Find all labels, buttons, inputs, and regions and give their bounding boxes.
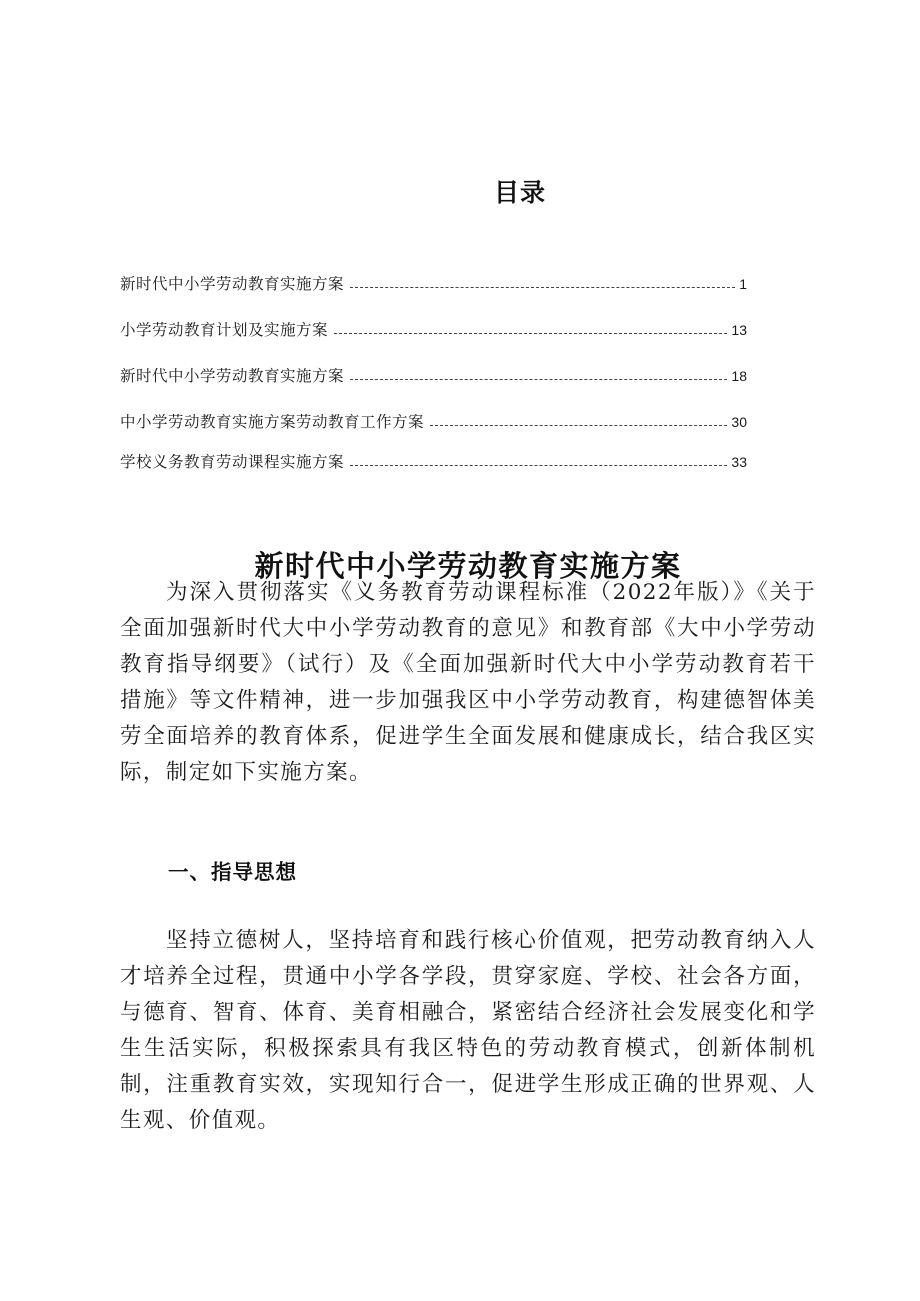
toc-entry-title: 学校义务教育劳动课程实施方案	[120, 453, 345, 471]
toc-leader	[350, 286, 735, 288]
toc-entry-page: 18	[731, 368, 747, 384]
toc-leader	[350, 378, 727, 380]
guiding-ideology-paragraph: 坚持立德树人，坚持培育和践行核心价值观，把劳动教育纳入人才培养全过程，贯通中小学各学段，贯穿家庭、学校、社会各方面，与德育、智育、体育、美育相融合，紧密结合经济社会发展变化和学生生活实际，积极探索具有我区特色的劳动教育模式，创新体制机制，注重教育实效，实现知行合一，促进学生形成正确的世界观、人生观、价值观。	[120, 928, 816, 1133]
toc-entry-title: 新时代中小学劳动教育实施方案	[120, 367, 345, 385]
toc-entry[interactable]	[120, 386, 747, 432]
table-of-contents	[120, 248, 747, 472]
toc-entry[interactable]	[120, 294, 747, 340]
document-title: 新时代中小学劳动教育实施方案	[254, 549, 682, 584]
toc-entry-page: 33	[731, 454, 747, 470]
toc-entry[interactable]	[120, 248, 747, 294]
toc-entry-page: 30	[731, 414, 747, 430]
toc-title: 目录	[493, 177, 546, 207]
toc-entry-title: 中小学劳动教育实施方案劳动教育工作方案	[120, 413, 425, 431]
toc-leader	[350, 464, 727, 466]
intro-paragraph: 为深入贯彻落实《义务教育劳动课程标准（2022年版）》《关于全面加强新时代大中小学劳动教育的意见》和教育部《大中小学劳动教育指导纲要》（试行）及《全面加强新时代大中小学劳动教育若干措施》等文件精神，进一步加强我区中小学劳动教育，构建德智体美劳全面培养的教育体系，促进学生全面发展和健康成长，结合我区实际，制定如下实施方案。	[120, 580, 816, 785]
toc-leader	[334, 332, 727, 334]
toc-entry-page: 1	[739, 276, 747, 292]
toc-entry-page: 13	[731, 322, 747, 338]
toc-entry-title: 新时代中小学劳动教育实施方案	[120, 275, 345, 293]
toc-leader	[430, 424, 727, 426]
toc-entry[interactable]	[120, 432, 747, 472]
toc-entry-title: 小学劳动教育计划及实施方案	[120, 321, 329, 339]
toc-entry[interactable]	[120, 340, 747, 386]
section-heading-guiding-ideology: 一、指导思想	[168, 860, 297, 884]
